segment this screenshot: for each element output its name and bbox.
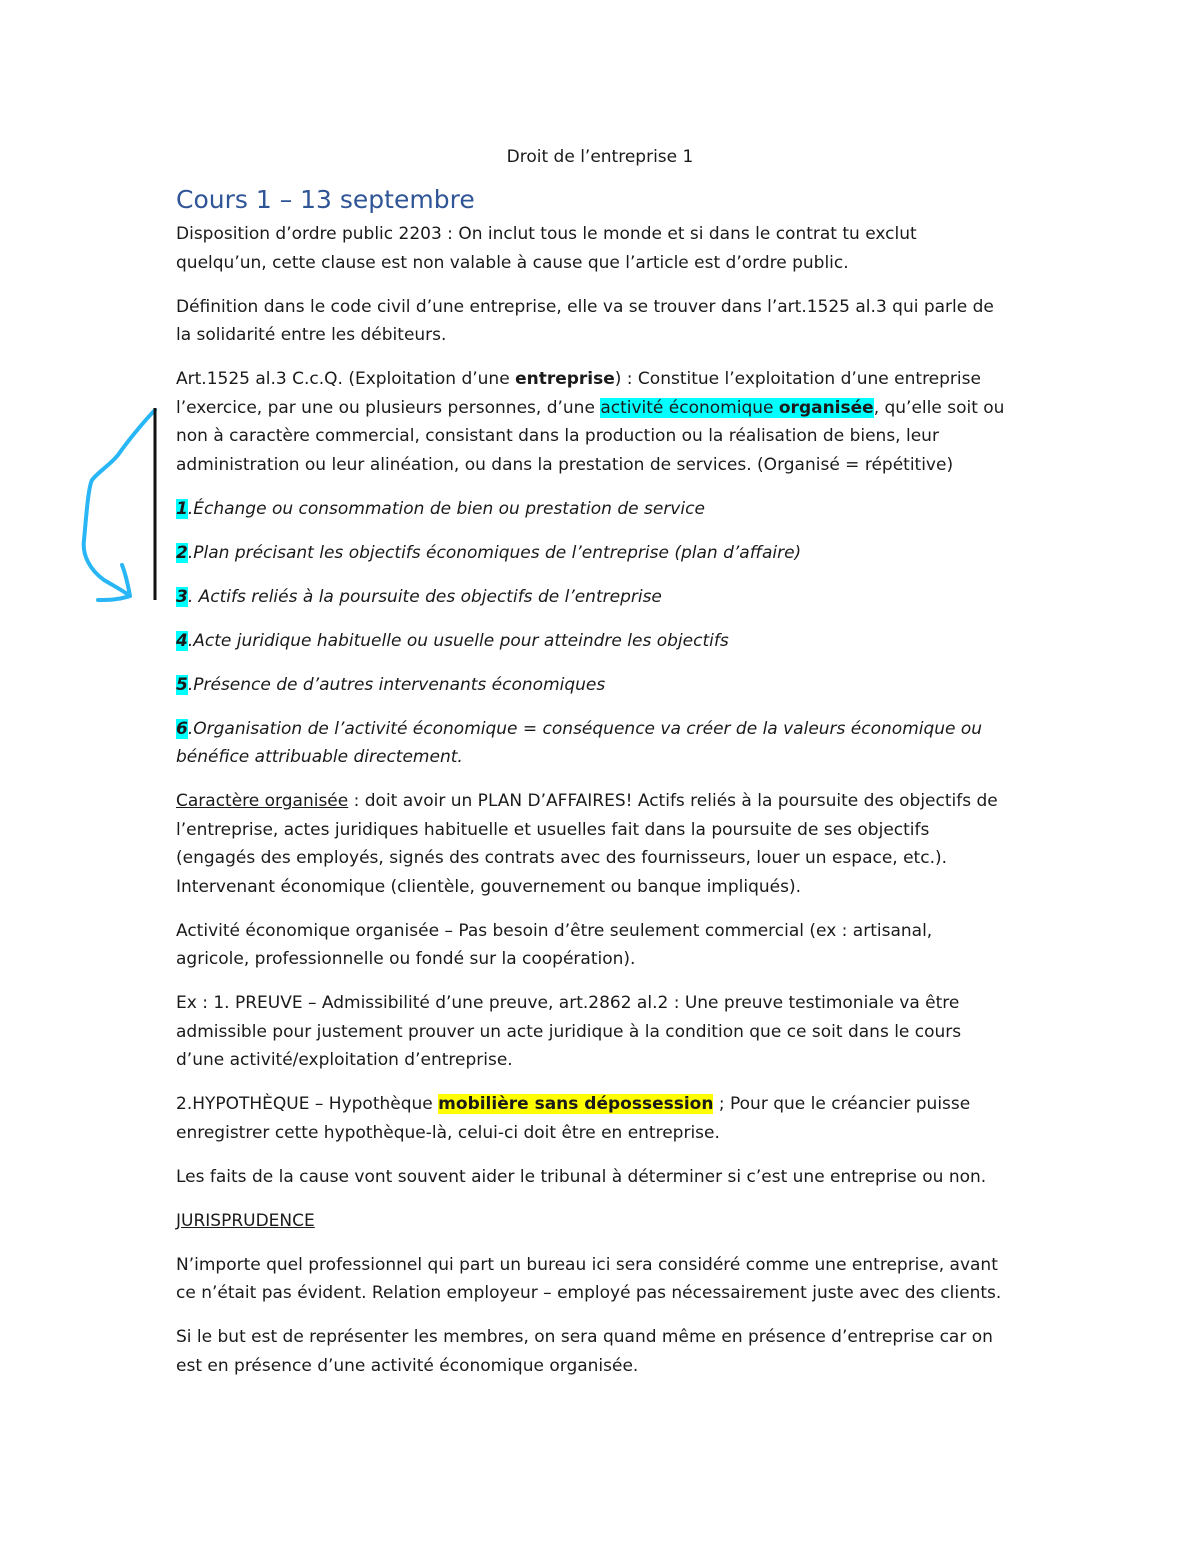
paragraph-preuve: Ex : 1. PREUVE – Admissibilité d’une preuve, art.2862 al.2 : Une preuve testimoniale va être admissible pour justement prouver un acte juridique à la condition que ce soit dans le cours d’une activité/exploitation d’entreprise.	[176, 993, 962, 1070]
paragraph-ordre-public: Disposition d’ordre public 2203 : On inclut tous le monde et si dans le contrat tu exclut quelqu’un, cette clause est non valable à cause que l’article est d’ordre public.	[176, 224, 917, 273]
section-heading: Cours 1 – 13 septembre	[176, 185, 475, 214]
list-item: 6.Organisation de l’activité économique = conséquence va créer de la valeurs économique ou bénéfice attribuable directement.	[176, 718, 983, 767]
paragraph-article-1525: Art.1525 al.3 C.c.Q. (Exploitation d’une entreprise) : Constitue l’exploitation d’une entreprise l’exercice, par une ou plusieurs personnes, d’une activité économique organisée, qu’elle soit ou non à caractère commercial, consistant dans la production ou la réalisation de biens, leur administration ou leur alinéation, ou dans la prestation de services. (Organisé = répétitive)	[176, 369, 1005, 475]
arrow-path	[84, 410, 155, 600]
document-title: Droit de l’entreprise 1	[506, 147, 694, 167]
list-item: 5.Présence de d’autres intervenants économiques	[176, 674, 606, 695]
paragraph-caractere-organisee: Caractère organisée : doit avoir un PLAN D’AFFAIRES! Actifs reliés à la poursuite des objectifs de l’entreprise, actes juridiques habituelle et usuelles fait dans la poursuite de ses objectifs (engagés des employés, signés des contrats avec des fournisseurs, louer un espace, etc.). Intervenant économique (clientèle, gouvernement ou banque impliqués).	[176, 791, 998, 897]
subheading-jurisprudence: JURISPRUDENCE	[176, 1210, 315, 1231]
underlined-label: Caractère organisée	[176, 791, 349, 811]
paragraph-activite-organisee: Activité économique organisée – Pas besoin d’être seulement commercial (ex : artisanal, agricole, professionnelle ou fondé sur la coopération).	[176, 920, 933, 969]
list-item: 4.Acte juridique habituelle ou usuelle pour atteindre les objectifs	[176, 630, 729, 651]
paragraph-membres: Si le but est de représenter les membres, on sera quand même en présence d’entreprise car on est en présence d’une activité économique organisée.	[176, 1327, 993, 1376]
list-item: 1.Échange ou consommation de bien ou prestation de service	[176, 498, 705, 519]
list-item: 3. Actifs reliés à la poursuite des objectifs de l’entreprise	[176, 586, 662, 607]
paragraph-professionnel: N’importe quel professionnel qui part un bureau ici sera considéré comme une entreprise, avant ce n’était pas évident. Relation employeur – employé pas nécessairement juste avec des clients.	[176, 1254, 1002, 1303]
paragraph-definition: Définition dans le code civil d’une entreprise, elle va se trouver dans l’art.1525 al.3 qui parle de la solidarité entre les débiteurs.	[176, 296, 994, 345]
paragraph-faits: Les faits de la cause vont souvent aider le tribunal à déterminer si c’est une entreprise ou non.	[176, 1166, 987, 1187]
handwritten-arrow-annotation	[70, 400, 170, 620]
highlight-mobiliere: mobilière sans dépossession	[438, 1094, 714, 1114]
highlight-activite: activité économique organisée	[600, 397, 874, 418]
document-body	[176, 220, 1036, 1396]
paragraph-hypotheque: 2.HYPOTHÈQUE – Hypothèque mobilière sans dépossession ; Pour que le créancier puisse enregistrer cette hypothèque-là, celui-ci doit être en entreprise.	[176, 1094, 971, 1143]
list-item: 2.Plan précisant les objectifs économiques de l’entreprise (plan d’affaire)	[176, 542, 802, 563]
